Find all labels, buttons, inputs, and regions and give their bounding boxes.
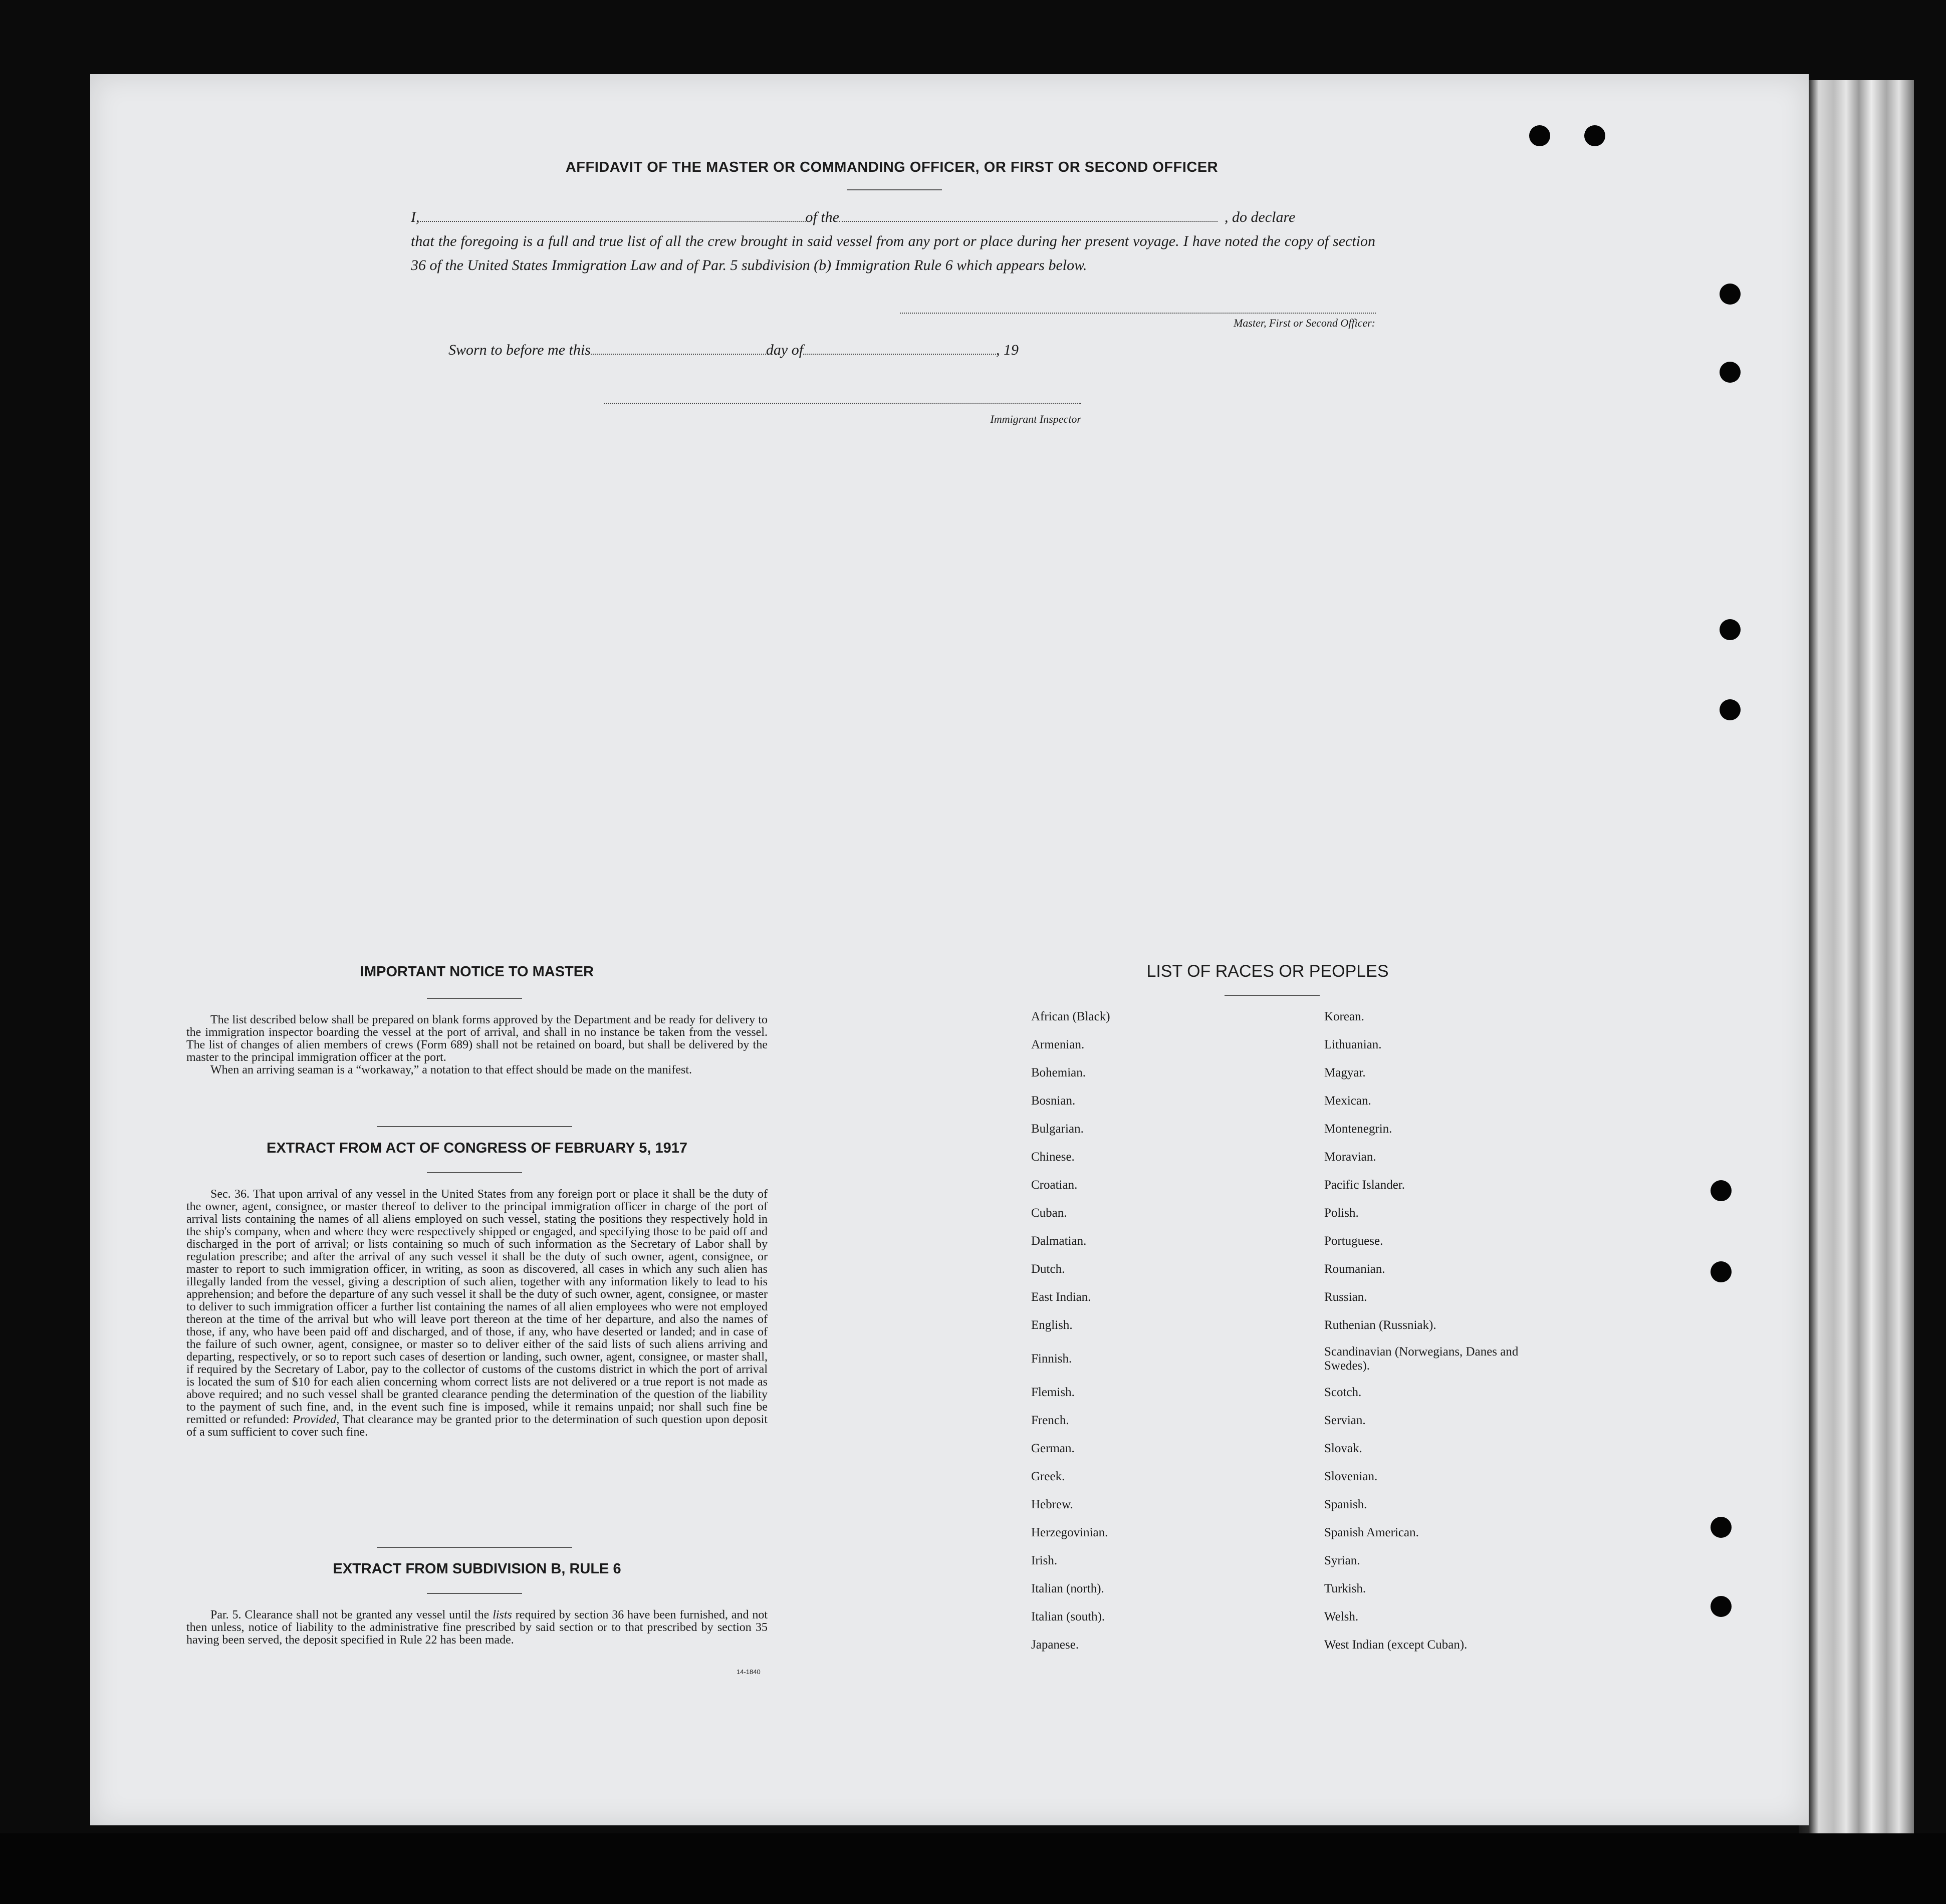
affidavit-statement: that the foregoing is a full and true list of all the crew brought in said vessel from any port or place during her present voyage. I have noted the copy of section 36 of the United States Immigration Law and of Par. 5 subdivision (b) Immigration Rule 6 which appears below. (411, 233, 1375, 274)
section-label: Sec. 36. (210, 1188, 250, 1201)
section-36-paragraph (186, 1188, 768, 1439)
vessel-name-field[interactable] (839, 220, 1218, 222)
race-entry: Greek. (1031, 1470, 1065, 1483)
punch-hole (1529, 125, 1550, 146)
master-signature-label: Master, First or Second Officer: (1234, 317, 1375, 329)
race-entry: Servian. (1324, 1414, 1366, 1427)
race-row (1031, 1407, 1542, 1435)
par-5-paragraph (186, 1609, 768, 1647)
punch-hole (1720, 619, 1741, 640)
race-row (1031, 1547, 1542, 1575)
section-36-body: That upon arrival of any vessel in the United States from any foreign port or place it shall be the duty of the owner, agent, consignee, or master thereof to deliver to the principal immigration officer in charge of the port of arrival lists containing the names of all aliens employed on such vessel, stating the positions they respectively hold in the ship's company, when and where they were respectively shipped or engaged, and specifying those to be paid off and discharged in the port of arrival; or lists containing so much of such information as the Secretary of Labor shall by regulation prescribe; and after the arrival of any such vessel it shall be the duty of such owner, agent, consignee, or master to report to such immigration officer, in writing, as soon as discovered, all cases in which any such alien has illegally landed from the vessel, giving a description of such alien, together with any information likely to lead to his apprehension; and before the departure of any such vessel it shall be the duty of such owner, agent, consignee, or master to deliver to such immigration officer a further list containing the names of all alien employees who were not employed thereon at the time of the arrival but who will leave port thereon at the time of her departure, and also the names of those, if any, who have been paid off and discharged, and of those, if any, who have deserted or landed; and in case of the failure of such owner, agent, consignee, or master so to deliver either of the said lists of such aliens arriving and departing, respectively, or so to report such cases of desertion or landing, such owner, agent, consignee, or master shall, if required by the Secretary of Labor, pay to the collector of customs of the customs district in which the port of arrival is located the sum of $10 for each alien concerning whom correct lists are not delivered or a true report is not made as above required; and no such vessel shall be granted clearance pending the determination of the question of the liability to the payment of such fine, and, in the event such fine is imposed, while it remains unpaid; nor shall such fine be remitted or refunded: (186, 1188, 768, 1426)
race-entry: Herzegovinian. (1031, 1526, 1108, 1539)
race-entry: Slovak. (1324, 1442, 1362, 1455)
affidavit-of-the-label: of the (805, 209, 839, 225)
race-entry: West Indian (except Cuban). (1324, 1638, 1468, 1652)
master-signature-line[interactable] (900, 313, 1376, 314)
affidavit-declaration-line (411, 205, 1375, 229)
title-divider (847, 189, 942, 190)
section-36-ending: That clearance may be granted prior to the determination of such question upon deposit of a sum sufficient to cover such fine. (186, 1413, 768, 1439)
section-divider (377, 1126, 572, 1127)
affidavit-declare-label: , do declare (1225, 209, 1296, 225)
sworn-day-field[interactable] (591, 353, 766, 355)
race-entry: Slovenian. (1324, 1470, 1378, 1483)
race-entry: Finnish. (1031, 1352, 1072, 1366)
race-entry: English. (1031, 1318, 1073, 1332)
sworn-prefix: Sworn to before me this (448, 342, 591, 358)
form-number: 14-1840 (737, 1668, 761, 1676)
race-entry: Spanish American. (1324, 1526, 1419, 1539)
rule-extract-title: EXTRACT FROM SUBDIVISION B, RULE 6 (333, 1561, 621, 1577)
par-5-end: required by section 36 have been furnished, and not then unless, notice of liability to the administrative fine prescribed by said section or to that prescribed by section 35 having been served, the deposit specified in Rule 22 has been made. (186, 1608, 768, 1647)
race-entry: Irish. (1031, 1554, 1058, 1567)
race-entry: Magyar. (1324, 1066, 1366, 1079)
race-entry: Scandinavian (Norwegians, Danes and Swedes). (1324, 1345, 1519, 1373)
punch-hole (1720, 284, 1741, 305)
act-extract-text (186, 1188, 768, 1439)
punch-hole (1711, 1261, 1732, 1282)
race-entry: Montenegrin. (1324, 1122, 1392, 1136)
race-entry: Bohemian. (1031, 1066, 1086, 1079)
act-extract-title: EXTRACT FROM ACT OF CONGRESS OF FEBRUARY 5, 1917 (266, 1140, 688, 1156)
race-row (1031, 1143, 1542, 1171)
race-row (1031, 1379, 1542, 1407)
race-entry: Italian (south). (1031, 1610, 1105, 1623)
race-row (1031, 1575, 1542, 1603)
officer-name-field[interactable] (420, 220, 806, 222)
race-row (1031, 1435, 1542, 1463)
race-entry: French. (1031, 1414, 1069, 1427)
race-entry: Dalmatian. (1031, 1234, 1087, 1248)
race-entry: Portuguese. (1324, 1234, 1383, 1248)
notice-paragraph-1: The list described below shall be prepared on blank forms approved by the Department and be ready for delivery to the immigration inspector boarding the vessel at the port of arrival, and shall in no instance be taken from the vessel. The list of changes of alien members of crews (Form 689) shall not be retained on board, but shall be delivered by the master to the principal immigration officer at the port. (186, 1013, 768, 1064)
sworn-day-of-label: day of (766, 342, 804, 358)
affidavit-i-label: I, (411, 209, 420, 225)
race-entry: Italian (north). (1031, 1582, 1104, 1595)
race-row (1031, 1603, 1542, 1631)
race-entry: Bosnian. (1031, 1094, 1076, 1108)
punch-hole (1720, 699, 1741, 720)
race-entry: Bulgarian. (1031, 1122, 1084, 1136)
race-entry: African (Black) (1031, 1010, 1110, 1023)
binder-edge (1799, 80, 1914, 1838)
race-row (1031, 1283, 1542, 1311)
rule-title-divider (427, 1593, 522, 1594)
scan-border (0, 1833, 1946, 1904)
race-row (1031, 1491, 1542, 1519)
punch-hole (1720, 362, 1741, 383)
race-entry: Chinese. (1031, 1150, 1075, 1164)
race-entry: Dutch. (1031, 1262, 1065, 1276)
race-row (1031, 1463, 1542, 1491)
affidavit-body (411, 205, 1375, 278)
notice-paragraph-2: When an arriving seaman is a “workaway,” a notation to that effect should be made on the manifest. (210, 1063, 692, 1076)
race-row (1031, 1631, 1542, 1659)
races-title-divider (1225, 995, 1320, 996)
race-row (1031, 1003, 1542, 1031)
race-row (1031, 1087, 1542, 1115)
inspector-signature-line[interactable] (604, 403, 1081, 404)
punch-hole (1711, 1517, 1732, 1538)
race-entry: German. (1031, 1442, 1075, 1455)
sworn-month-field[interactable] (803, 353, 996, 355)
race-entry: Flemish. (1031, 1386, 1075, 1399)
par-5-start: Par. 5. Clearance shall not be granted any vessel until the (210, 1608, 490, 1621)
race-entry: Pacific Islander. (1324, 1178, 1405, 1192)
race-row (1031, 1115, 1542, 1143)
sworn-year-label: , 19 (996, 342, 1019, 358)
race-entry: Scotch. (1324, 1386, 1362, 1399)
lists-word: lists (493, 1608, 512, 1621)
race-row (1031, 1171, 1542, 1199)
race-row (1031, 1519, 1542, 1547)
punch-hole (1711, 1596, 1732, 1617)
act-title-divider (427, 1172, 522, 1173)
race-entry: Mexican. (1324, 1094, 1371, 1108)
sworn-line (448, 342, 1019, 359)
race-entry: Croatian. (1031, 1178, 1078, 1192)
race-entry: Russian. (1324, 1290, 1367, 1304)
race-entry: Spanish. (1324, 1498, 1367, 1511)
races-list (1031, 1003, 1542, 1659)
race-row (1031, 1339, 1542, 1379)
race-entry: Japanese. (1031, 1638, 1079, 1652)
race-entry: Welsh. (1324, 1610, 1359, 1623)
race-row (1031, 1031, 1542, 1059)
affidavit-title: AFFIDAVIT OF THE MASTER OR COMMANDING OFFICER, OR FIRST OR SECOND OFFICER (565, 159, 1219, 175)
punch-hole (1584, 125, 1605, 146)
race-row (1031, 1059, 1542, 1087)
notice-text (186, 1014, 768, 1076)
race-entry: Polish. (1324, 1206, 1359, 1220)
punch-hole (1711, 1180, 1732, 1201)
race-entry: Hebrew. (1031, 1498, 1073, 1511)
race-entry: Roumanian. (1324, 1262, 1385, 1276)
notice-title: IMPORTANT NOTICE TO MASTER (360, 964, 594, 980)
race-entry: Ruthenian (Russniak). (1324, 1318, 1436, 1332)
race-entry: East Indian. (1031, 1290, 1091, 1304)
race-entry: Turkish. (1324, 1582, 1366, 1595)
race-row (1031, 1311, 1542, 1339)
race-entry: Lithuanian. (1324, 1038, 1382, 1051)
race-entry: Syrian. (1324, 1554, 1360, 1567)
race-entry: Cuban. (1031, 1206, 1067, 1220)
inspector-label: Immigrant Inspector (990, 413, 1081, 425)
races-title: LIST OF RACES OR PEOPLES (1146, 962, 1389, 981)
notice-divider (427, 998, 522, 999)
rule-extract-text (186, 1609, 768, 1647)
provided-word: Provided, (293, 1413, 340, 1426)
race-row (1031, 1227, 1542, 1255)
section-divider (377, 1547, 572, 1548)
race-row (1031, 1199, 1542, 1227)
race-row (1031, 1255, 1542, 1283)
race-entry: Moravian. (1324, 1150, 1376, 1164)
race-entry: Korean. (1324, 1010, 1364, 1023)
race-entry: Armenian. (1031, 1038, 1085, 1051)
